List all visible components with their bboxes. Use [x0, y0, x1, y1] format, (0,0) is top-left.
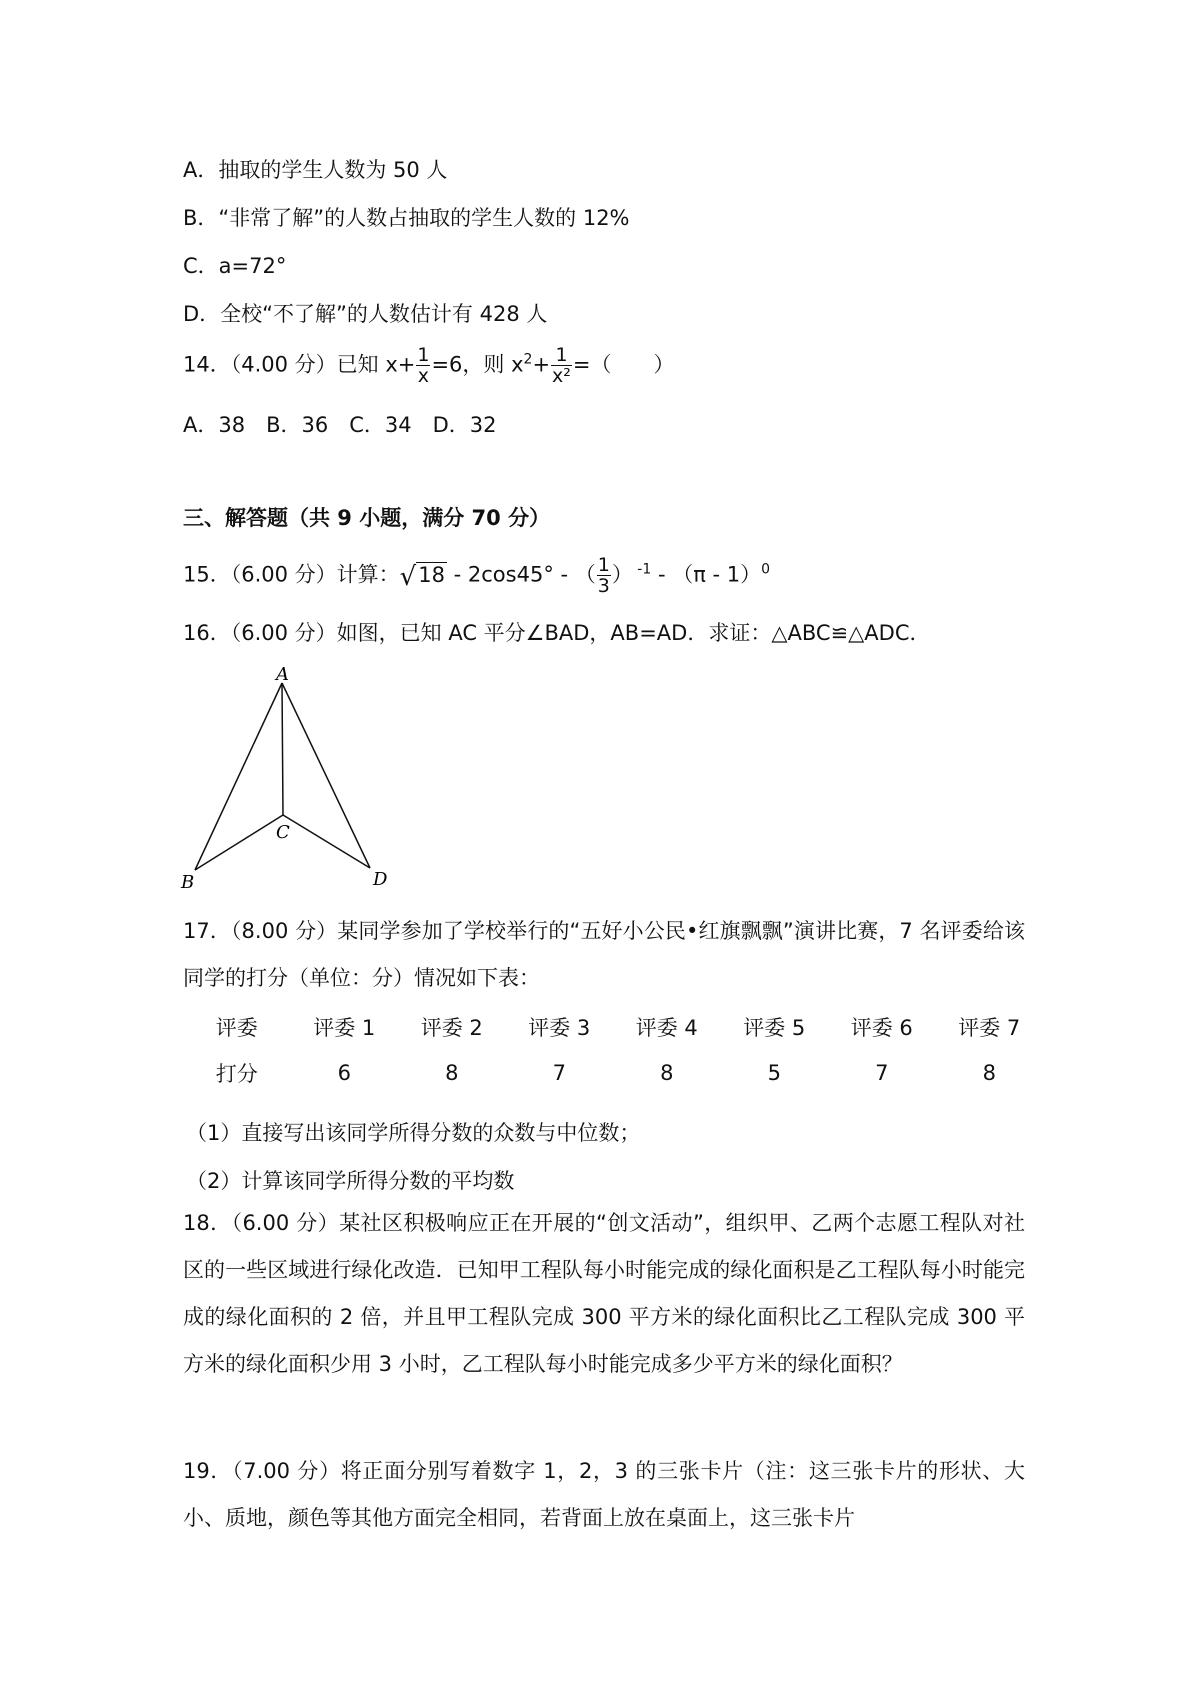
radical-sign-icon: √: [399, 561, 417, 592]
table-cell: 评委 3: [528, 1016, 591, 1040]
q14-exponent: 2: [523, 351, 533, 368]
q13-option-d: D．全校“不了解”的人数估计有 428 人: [183, 302, 548, 326]
table-cell: 评委 6: [850, 1016, 913, 1040]
table-cell: 5: [767, 1061, 781, 1085]
table-cell: 评委: [215, 1016, 258, 1040]
q17-question: 17．（8.00 分）某同学参加了学校举行的“五好小公民•红旗飘飘”演讲比赛，7 名评委给该同学的打分（单位：分）情况如下表：: [183, 919, 1025, 990]
table-cell: 打分: [215, 1062, 258, 1086]
table-cell: 评委 7: [958, 1016, 1021, 1040]
table-cell: 评委 1: [313, 1016, 376, 1040]
q15-frac-numerator: 1: [597, 554, 610, 576]
q15-square-root: [400, 560, 447, 592]
q15-mid: - 2cos45° - （: [446, 562, 596, 587]
q17-part-2: （2）计算该同学所得分数的平均数: [186, 1169, 515, 1193]
q18-question: 18．（6.00 分）某社区积极响应正在开展的“创文活动”，组织甲、乙两个志愿工程队对社区的一些区域进行绿化改造．已知甲工程队每小时能完成的绿化面积是乙工程队每小时能完成的绿化面积的 2 倍，并且甲工程队完成 300 平方米的绿化面积比乙工程队完成 300 平方米的绿化面积少用 3 小时，乙工程队每小时能完成多少平方米的绿化面积？: [183, 1211, 1025, 1376]
q15-frac-denominator: 3: [597, 575, 610, 597]
q14-prefix: 14．（4.00 分）已知 x+: [183, 352, 416, 377]
q14-plus: +: [532, 352, 551, 377]
table-cell: 评委 2: [420, 1016, 483, 1040]
table-row: [183, 1004, 1043, 1050]
q17-score-table: [183, 1004, 1043, 1096]
point-label-d: D: [373, 869, 388, 890]
q15-radicand: 18: [418, 562, 445, 587]
point-label-a: A: [276, 664, 289, 685]
q15-exponent-2: 0: [761, 561, 771, 578]
q14-frac2-numerator: 1: [551, 345, 572, 366]
q15-prefix: 15．（6.00 分）计算：: [183, 562, 400, 587]
table-cell: 6: [337, 1061, 351, 1085]
table-cell: 8: [660, 1061, 674, 1085]
table-cell: 8: [982, 1061, 996, 1085]
section-3-heading: 三、解答题（共 9 小题，满分 70 分）: [183, 506, 551, 530]
q19-question: 19．（7.00 分）将正面分别写着数字 1，2，3 的三张卡片（注：这三张卡片的形状、大小、质地，颜色等其他方面完全相同，若背面上放在桌面上，这三张卡片: [183, 1459, 1025, 1530]
point-label-c: C: [276, 822, 290, 843]
table-cell: 评委 4: [635, 1016, 698, 1040]
table-cell: 评委 5: [743, 1016, 806, 1040]
q15-fraction: [597, 555, 611, 596]
q14-fraction-1: [416, 345, 430, 386]
q13-option-b: B．“非常了解”的人数占抽取的学生人数的 12%: [183, 206, 630, 230]
q14-mid: =6，则 x: [431, 352, 524, 377]
q14-question: [183, 345, 675, 386]
point-label-b: B: [181, 872, 195, 893]
table-cell: 8: [445, 1061, 459, 1085]
q16-question: 16．（6.00 分）如图，已知 AC 平分∠BAD，AB=AD．求证：△ABC≌△ADC．: [183, 621, 931, 645]
q15-mid2: - （π - 1）: [651, 562, 762, 587]
q14-fraction-2: [551, 345, 572, 386]
q13-option-c: C．a=72°: [183, 254, 287, 278]
q14-suffix: =（ ）: [572, 352, 675, 377]
q15-exponent-1: -1: [632, 561, 652, 578]
segment-ac: [282, 683, 283, 815]
q14-frac2-denominator: x²: [552, 365, 571, 387]
q14-frac1-denominator: x: [417, 365, 430, 387]
q14-options: A．38 B．36 C．34 D．32: [183, 413, 497, 437]
segment-ad: [282, 683, 370, 868]
q14-frac1-numerator: 1: [417, 344, 430, 366]
q16-triangle-figure: [175, 660, 405, 895]
q13-option-a: A．抽取的学生人数为 50 人: [183, 158, 448, 182]
table-row: [183, 1050, 1043, 1096]
q17-part-1: （1）直接写出该同学所得分数的众数与中位数；: [186, 1121, 641, 1145]
table-cell: 7: [875, 1061, 889, 1085]
table-cell: 7: [552, 1061, 566, 1085]
q15-question: 15．（6.00 分）计算：√18 - 2cos45° - （ $\frac{1}{3}$ ） $^{-1}$ - （π - 1）$^0$: [183, 554, 771, 597]
